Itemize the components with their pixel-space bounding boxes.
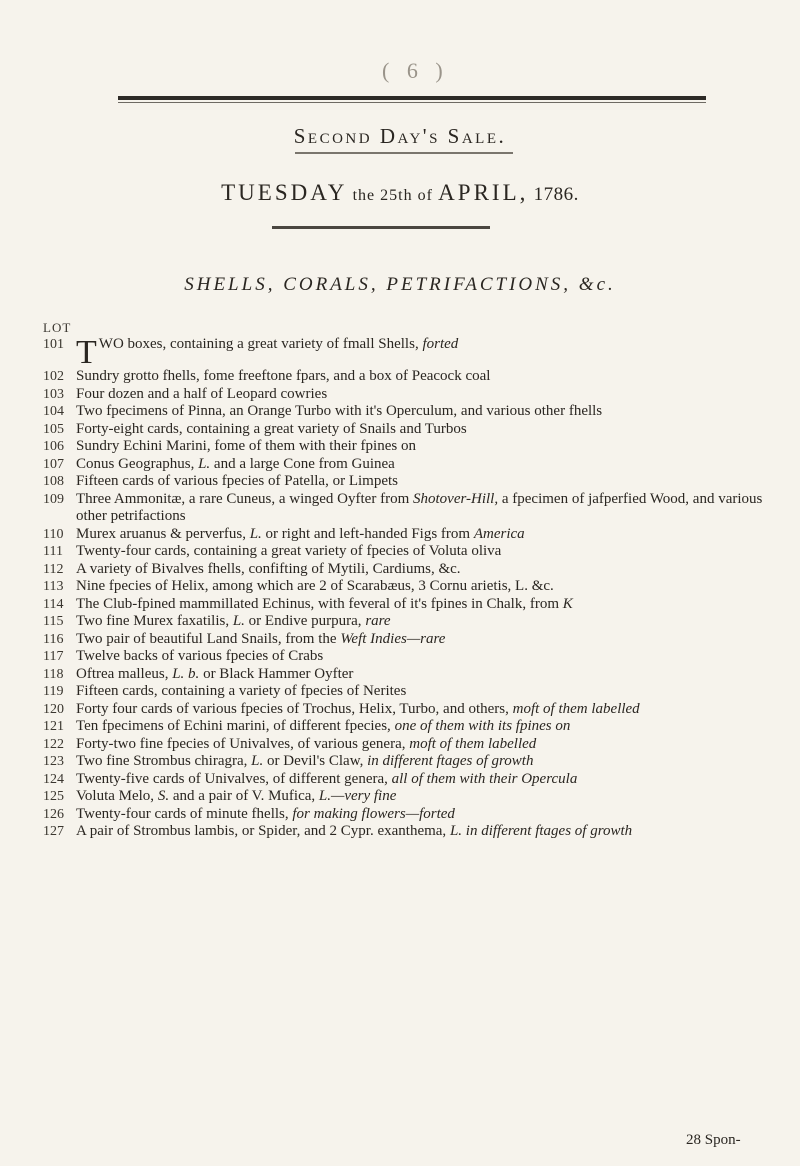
lot-entry [0, 403, 800, 421]
lot-number: 121 [43, 719, 64, 734]
lot-text-italic: L. b. [172, 665, 200, 682]
lot-entry [0, 386, 800, 404]
drop-cap: T [76, 334, 97, 371]
lot-text: Two fine Strombus chiragra, [76, 753, 252, 769]
lot-text-italic: L. [251, 753, 264, 769]
lot-text: The Club-fpined mammillated Echinus, with feveral of it's fpines in Chalk, from [76, 595, 563, 612]
lot-text-italic: moft of them labelled [512, 700, 640, 717]
lot-text: Murex aruanus & perverfus, [76, 525, 250, 542]
lot-number: 113 [43, 579, 64, 594]
lot-description [76, 771, 766, 789]
lot-entry [0, 421, 800, 439]
lot-text: Three Ammonitæ, a rare Cuneus, a winged Oyfter from [76, 490, 413, 507]
lot-text-italic: Shotover-Hill, [413, 490, 499, 507]
lot-text: Oftrea malleus, [76, 665, 173, 682]
lot-text: Sundry Echini Marini, fome of them with their fpines on [76, 438, 416, 454]
lot-text: WO boxes, containing a great variety of fmall Shells, [98, 336, 423, 352]
lot-number: 114 [43, 596, 64, 612]
lot-text-italic: one of them with its fpines on [394, 718, 571, 734]
category-heading: SHELLS, CORALS, PETRIFACTIONS, &c. [184, 274, 616, 295]
lot-text-italic: all of them with their Opercula [391, 770, 578, 787]
section-title: Second Day's Sale. [293, 124, 507, 148]
lot-text: Forty-two fine fpecies of Univalves, of various genera, [76, 735, 410, 752]
lot-text: Fifteen cards of various fpecies of Patella, or Limpets [76, 473, 398, 489]
lot-description [76, 683, 766, 701]
lot-entry [0, 736, 800, 754]
lot-number: 104 [43, 404, 64, 419]
lot-description [76, 613, 766, 631]
lot-list [0, 336, 800, 841]
lot-text: and a pair of V. Mufica, [169, 788, 319, 804]
lot-text: Sundry grotto fhells, fome freeftone fpars, and a box of Peacock coal [76, 368, 491, 384]
lot-number: 101 [43, 337, 64, 352]
lot-number: 106 [43, 439, 64, 454]
lot-entry [0, 823, 800, 841]
lot-text: Conus Geographus, [76, 455, 199, 472]
lot-description [76, 631, 766, 649]
lot-number: 110 [43, 526, 64, 542]
lot-description [76, 718, 766, 736]
lot-description [76, 701, 766, 719]
lot-entry [0, 491, 800, 526]
lot-entry [0, 666, 800, 684]
lot-text: Forty-eight cards, containing a great variety of Snails and Turbos [76, 420, 467, 437]
lot-text: A pair of Strombus lambis, or Spider, and 2 Cypr. exanthema, [76, 823, 450, 839]
lot-description [76, 386, 766, 404]
lot-description [76, 753, 766, 771]
top-rule-thin [118, 102, 706, 103]
lot-text-italic: L. [232, 613, 245, 629]
lot-description [76, 456, 766, 474]
lot-entry [0, 771, 800, 789]
lot-text: Two pair of beautiful Land Snails, from the [76, 630, 341, 647]
title-rule [295, 152, 513, 154]
page-number: ( 6 ) [382, 58, 449, 83]
lot-text-italic: moft of them labelled [409, 735, 537, 752]
lot-entry [0, 718, 800, 736]
lot-number: 109 [43, 491, 64, 507]
lot-description [76, 561, 766, 579]
lot-description [76, 526, 766, 544]
lot-description [76, 403, 766, 421]
lot-text: Two fine Murex faxatilis, [76, 613, 233, 629]
lot-entry [0, 596, 800, 614]
lot-number: 111 [43, 544, 63, 559]
catchword: 28 Spon- [686, 1132, 741, 1148]
lot-text-italic: L. [198, 455, 211, 472]
lot-entry [0, 334, 800, 371]
lot-text: Four dozen and a half of Leopard cowries [76, 385, 328, 402]
sale-day: TUESDAY [221, 180, 348, 205]
sale-date [0, 180, 800, 206]
lot-text-italic: forted [422, 336, 459, 352]
lot-text-italic: Weft Indies—rare [340, 630, 446, 647]
lot-number: 118 [43, 666, 64, 682]
lot-description [76, 666, 766, 684]
lot-number: 115 [43, 614, 64, 629]
lot-text: Twenty-four cards of minute fhells, [76, 805, 293, 822]
lot-description [76, 578, 766, 596]
sale-day-mid: the 25th of [352, 187, 433, 204]
lot-text-italic: rare [365, 613, 391, 629]
lot-text: or Devil's Claw, [263, 753, 368, 769]
lot-text-italic: in different ftages of growth [367, 753, 534, 769]
lot-number: 117 [43, 649, 64, 664]
lot-text: Nine fpecies of Helix, among which are 2 of Scarabæus, 3 Cornu arietis, L. &c. [76, 578, 554, 594]
lot-entry [0, 456, 800, 474]
lot-description [76, 543, 766, 561]
lot-text: Ten fpecimens of Echini marini, of different fpecies, [76, 718, 395, 734]
lot-text-italic: America [473, 525, 525, 542]
lot-entry [0, 613, 800, 631]
lot-entry [0, 701, 800, 719]
lot-number: 125 [43, 789, 64, 804]
lot-entry [0, 526, 800, 544]
sale-month: APRIL, [438, 180, 529, 205]
lot-text: Twenty-four cards, containing a great variety of fpecies of Voluta oliva [76, 543, 502, 559]
lot-number: 127 [43, 824, 64, 839]
lot-entry [0, 788, 800, 806]
lot-entry [0, 631, 800, 649]
lot-entry [0, 753, 800, 771]
lot-number: 124 [43, 771, 64, 787]
lot-entry [0, 368, 800, 386]
lot-description [76, 648, 766, 666]
lot-number: 126 [43, 806, 64, 822]
lot-description [76, 596, 766, 614]
lot-column-header: LOT [43, 320, 72, 335]
lot-description [76, 334, 766, 371]
lot-text-italic: L. [249, 525, 262, 542]
lot-text-italic: L. in different ftages of growth [449, 823, 633, 839]
sale-year: 1786. [533, 184, 579, 205]
lot-text: and a large Cone from Guinea [210, 455, 395, 472]
lot-number: 105 [43, 421, 64, 437]
lot-entry [0, 648, 800, 666]
lot-number: 122 [43, 736, 64, 752]
lot-description [76, 473, 766, 491]
lot-number: 119 [43, 684, 64, 699]
lot-text-italic: S. [157, 788, 170, 804]
top-rule [118, 96, 706, 100]
lot-entry [0, 806, 800, 824]
lot-number: 107 [43, 456, 64, 472]
lot-number: 120 [43, 701, 64, 717]
lot-text: or Black Hammer Oyfter [199, 665, 354, 682]
lot-text: Fifteen cards, containing a variety of fpecies of Nerites [76, 683, 407, 699]
lot-description [76, 788, 766, 806]
lot-description [76, 368, 766, 386]
lot-text: A variety of Bivalves fhells, confifting of Mytili, Cardiums, &c. [76, 560, 461, 577]
lot-description [76, 806, 766, 824]
lot-number: 102 [43, 369, 64, 384]
lot-text-italic: K [562, 595, 573, 612]
lot-text: Voluta Melo, [76, 788, 158, 804]
lot-number: 103 [43, 386, 64, 402]
date-rule [272, 226, 490, 229]
lot-text: Twenty-five cards of Univalves, of different genera, [76, 770, 392, 787]
lot-text: or Endive purpura, [244, 613, 366, 629]
lot-text-italic: for making flowers—forted [292, 805, 455, 822]
lot-entry [0, 578, 800, 596]
lot-entry [0, 438, 800, 456]
lot-entry [0, 561, 800, 579]
lot-description [76, 736, 766, 754]
lot-entry [0, 683, 800, 701]
lot-entry [0, 543, 800, 561]
lot-description [76, 421, 766, 439]
lot-description [76, 823, 766, 841]
lot-text: Two fpecimens of Pinna, an Orange Turbo with it's Operculum, and various other fhells [76, 403, 603, 419]
lot-text: Twelve backs of various fpecies of Crabs [76, 648, 324, 664]
lot-number: 108 [43, 474, 64, 489]
lot-text: Forty four cards of various fpecies of Trochus, Helix, Turbo, and others, [76, 700, 513, 717]
lot-number: 123 [43, 754, 64, 769]
lot-text: or right and left-handed Figs from [261, 525, 474, 542]
lot-entry [0, 473, 800, 491]
lot-description [76, 438, 766, 456]
lot-description [76, 491, 766, 526]
lot-number: 112 [43, 561, 64, 577]
lot-text: a fpecimen of jafperfied Wood, and various other petrifactions [76, 490, 763, 524]
lot-number: 116 [43, 631, 64, 647]
lot-text-italic: L.—very fine [318, 788, 397, 804]
